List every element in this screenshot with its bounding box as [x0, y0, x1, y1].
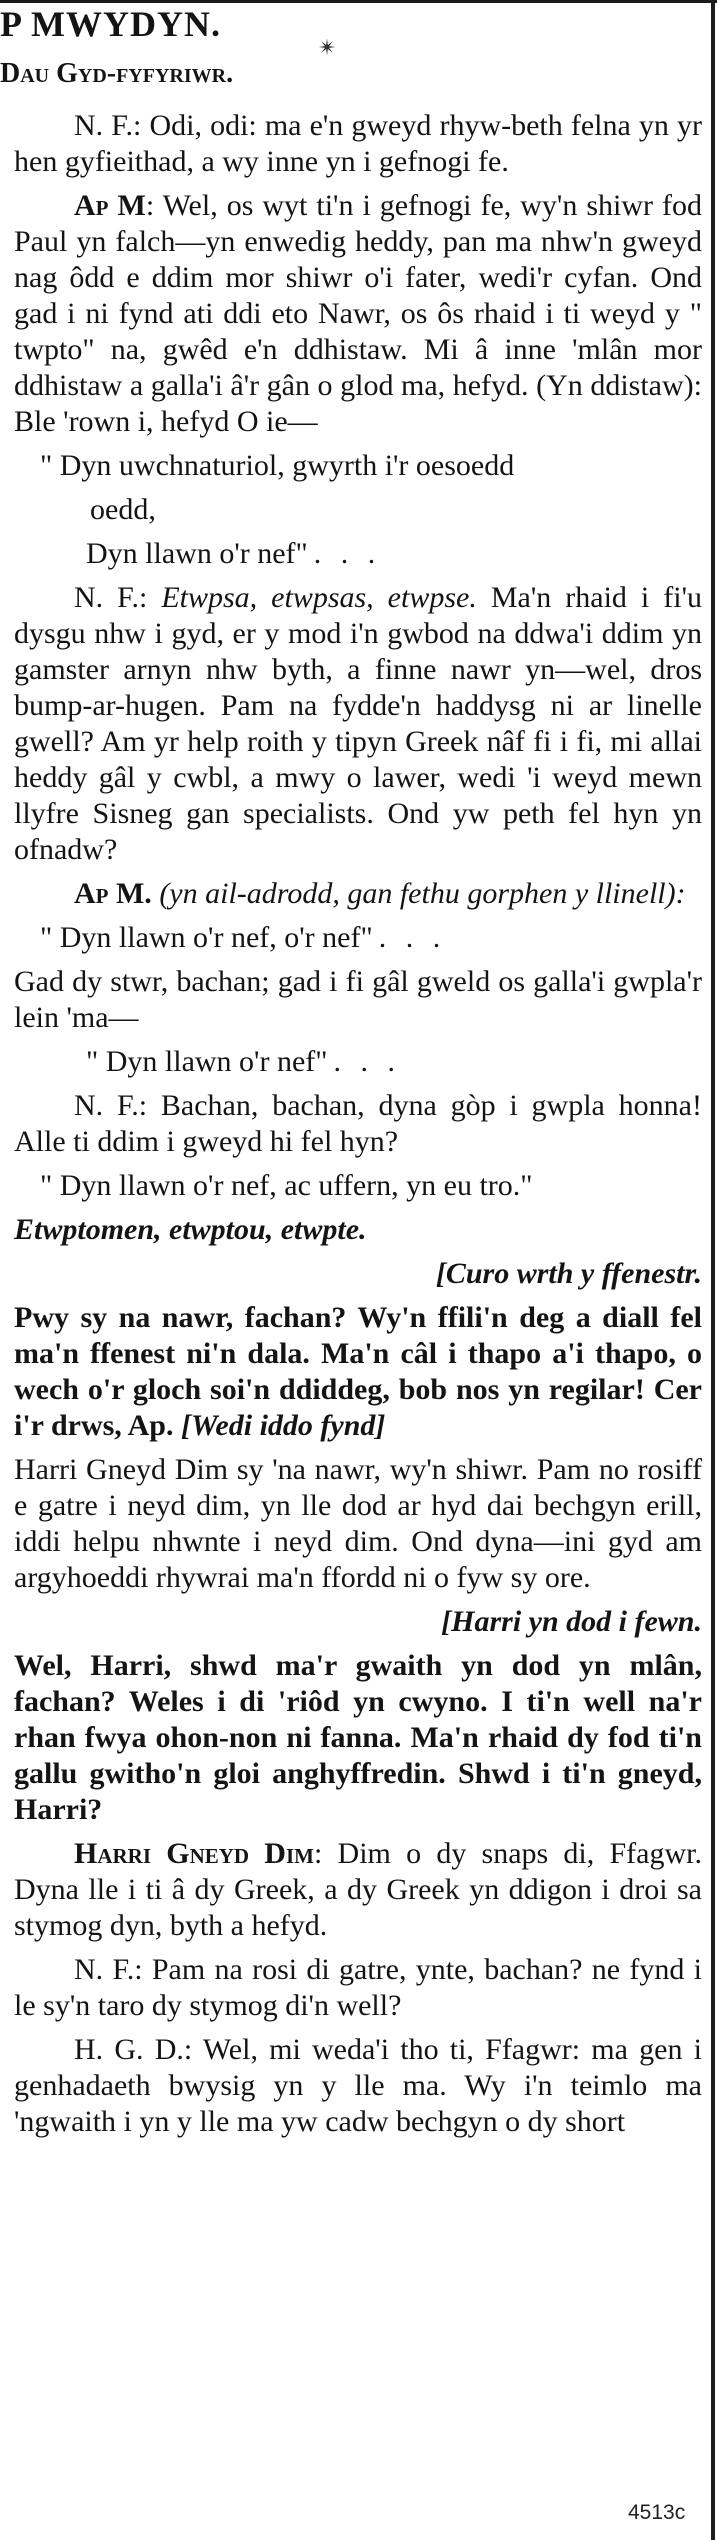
ellipsis: . . .	[333, 1045, 402, 1078]
paragraph-10	[14, 1836, 702, 1944]
paragraph-2-text: : Wel, os wyt ti'n i gefnogi fe, wy'n shiwr fod Paul yn falch—yn enwedig heddy, pan ma nhw'n gweyd nag ôdd e ddim mor shiwr o'i fater, wedi'r cyfan. Ond gad i ni fynd ati ddi eto Nawr, os ôs rhaid i ti weyd y " twpto" na, gwêd e'n ddhistaw. Mi â inne 'mlân mor ddhistaw a galla'i â'r gân o glod ma, hefyd. (Yn ddistaw): Ble 'rown i, hefyd O ie—	[14, 189, 702, 438]
catalog-number: 4513c	[628, 2501, 686, 2524]
section-subtitle: Dau Gyd-fyfyriwr.	[0, 58, 234, 89]
paragraph-7-text: Pwy sy na nawr, fachan? Wy'n ffili'n deg a diall fel ma'n ffenest ni'n dala. Ma'n câl i thapo a'i thapo, o wech o'r gloch soi'n ddiddeg, bob nos yn regilar! Cer i'r drws, Ap.	[14, 1301, 702, 1442]
verse-3	[14, 1044, 702, 1080]
verse-2	[14, 920, 702, 956]
ink-mark: ✴	[318, 35, 337, 60]
speaker-label: Harri Gneyd Dim	[74, 1837, 314, 1870]
ellipsis: . . .	[378, 921, 447, 954]
paragraph-12: H. G. D.: Wel, mi weda'i tho ti, Ffagwr: ma gen i genhadaeth bwysig yn y lle ma. Wy i'n teimlo ma 'ngwaith i yn y lle ma yw cadw bechgyn o dy short	[14, 2033, 702, 2138]
paragraph-9: Wel, Harri, shwd ma'r gwaith yn dod yn mlân, fachan? Weles i di 'riôd yn cwyno. I ti'n well na'r rhan fwya ohon-non ni fanna. Ma'n rhaid dy fod ti'n gallu gwitho'n gloi anghyffredin. Shwd i ti'n gneyd, Harri?	[14, 1649, 702, 1826]
paragraph-3	[14, 580, 702, 868]
stage-direction: (yn ail-adrodd, gan fethu gorphen y llinell):	[159, 877, 686, 910]
article-body	[14, 108, 702, 2148]
greek-conjugation: Etwpsa, etwpsas, etwpse.	[161, 581, 477, 614]
paragraph-6: N. F.: Bachan, bachan, dyna gòp i gwpla honna! Alle ti ddim i gweyd hi fel hyn?	[14, 1089, 702, 1158]
paragraph-10-text: : Dim o dy snaps di, Ffagwr. Dyna lle i ti â dy Greek, a dy Greek yn ddigon i droi sa stymog dyn, byth a hefyd.	[14, 1837, 702, 1942]
verse-1-line-3	[14, 536, 702, 572]
paragraph-7	[14, 1300, 702, 1444]
paragraph-11: N. F.: Pam na rosi di gatre, ynte, bachan? ne fynd i le sy'n taro dy stymog di'n well?	[14, 1953, 702, 2022]
paragraph-4	[14, 876, 702, 912]
column-rule	[711, 0, 715, 2540]
speaker-label: N. F.:	[74, 581, 148, 614]
paragraph-5: Gad dy stwr, bachan; gad i fi gâl gweld os galla'i gwpla'r lein 'ma—	[14, 965, 702, 1034]
page-title: P MWYDYN.	[0, 4, 221, 44]
verse-2-text: " Dyn llawn o'r nef, o'r nef"	[40, 921, 373, 954]
verse-3-text: " Dyn llawn o'r nef"	[86, 1045, 328, 1078]
verse-1-line-3-text: Dyn llawn o'r nef"	[86, 537, 308, 570]
stage-direction-greek: Etwptomen, etwptou, etwpte.	[14, 1213, 367, 1246]
paragraph-1: N. F.: Odi, odi: ma e'n gweyd rhyw-beth felna yn yr hen gyfieithad, a wy inne yn i gefnogi fe.	[14, 109, 702, 178]
speaker-label: Ap M	[74, 189, 146, 222]
stage-direction-exit: [Wedi iddo fynd]	[180, 1409, 386, 1442]
verse-4: " Dyn llawn o'r nef, ac uffern, yn eu tro."	[40, 1169, 533, 1202]
paragraph-2	[14, 188, 702, 440]
verse-1-line-1: " Dyn uwchnaturiol, gwyrth i'r oesoedd	[40, 449, 515, 482]
paragraph-3-text: Ma'n rhaid i fi'u dysgu nhw i gyd, er y mod i'n gwbod na ddwa'i ddim yn gamster arnyn nhw byth, a finne nawr yn—wel, dros bump-ar-hugen. Pam na fydde'n haddysg ni ar linelle gwell? Am yr help roith y tipyn Greek nâf fi i fi, mi allai heddy gâl y cwbl, a mwy o lawer, wedi 'i weyd mewn llyfre Sisneg gan specialists. Ond yw peth fel hyn yn ofnadw?	[14, 581, 702, 866]
stage-direction-knock: [Curo wrth y ffenestr.	[435, 1257, 702, 1290]
paragraph-8: Harri Gneyd Dim sy 'na nawr, wy'n shiwr. Pam no rosiff e gatre i neyd dim, yn lle dod ar hyd dai bechgyn erill, iddi helpu nhwnte i neyd dim. Ond dyna—ini gyd am argyhoeddi rhywrai ma'n ffordd ni o fyw sy ore.	[14, 1453, 702, 1594]
verse-1-line-2: oedd,	[90, 493, 156, 526]
stage-direction-enter: [Harri yn dod i fewn.	[441, 1605, 702, 1638]
speaker-label: Ap M.	[74, 877, 152, 910]
ellipsis: . . .	[313, 537, 382, 570]
